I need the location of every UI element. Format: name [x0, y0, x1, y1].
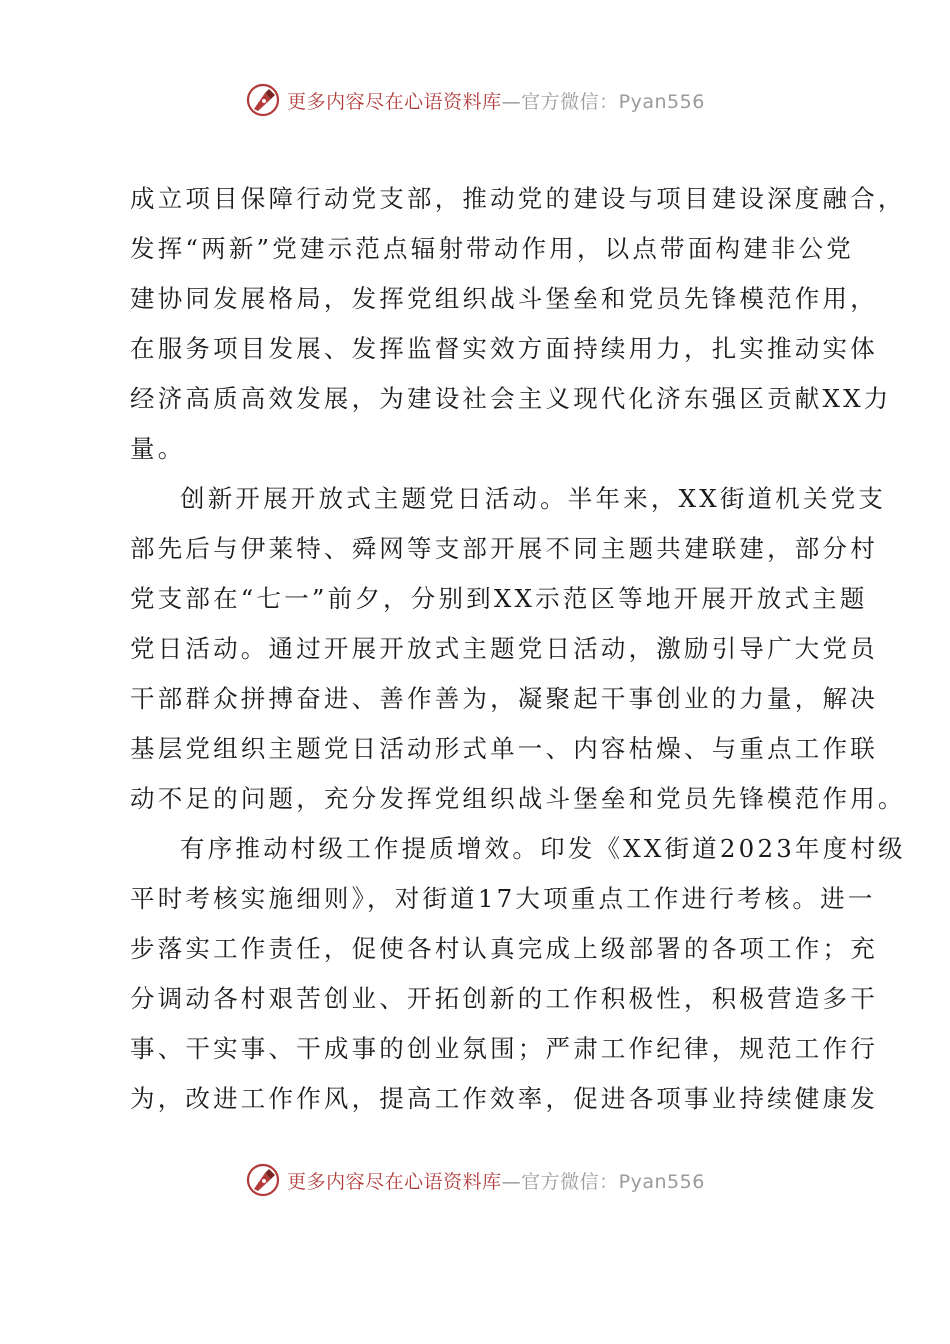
text-line: 量。: [130, 434, 186, 463]
footer-banner: [0, 1162, 950, 1198]
text-line: 事、干实事、干成事的创业氛围；严肃工作纪律，规范工作行: [130, 1034, 878, 1063]
text-line: 建协同发展格局，发挥党组织战斗堡垒和党员先锋模范作用，: [130, 284, 878, 313]
text-line: 创新开展开放式主题党日活动。半年来，XX街道机关党支: [180, 484, 887, 513]
document-body: [130, 174, 906, 1124]
text-line: 干部群众拼搏奋进、善作善为，凝聚起干事创业的力量，解决: [130, 684, 878, 713]
text-line: 分调动各村艰苦创业、开拓创新的工作积极性，积极营造多干: [130, 984, 878, 1013]
text-line: 党支部在“七一”前夕，分别到XX示范区等地开展开放式主题: [130, 584, 868, 613]
pen-nib-logo-icon: [245, 1162, 281, 1198]
text-line: 为，改进工作作风，提高工作效率，促进各项事业持续健康发: [130, 1084, 878, 1113]
paragraph-3: [130, 824, 906, 1124]
footer-brand: 更多内容尽在心语资料库: [287, 1170, 502, 1193]
text-line: 平时考核实施细则》，对街道17大项重点工作进行考核。进一: [130, 884, 876, 913]
text-line: 在服务项目发展、发挥监督实效方面持续用力，扎实推动实体: [130, 334, 878, 363]
text-line: 经济高质高效发展，为建设社会主义现代化济东强区贡献XX力: [130, 384, 892, 413]
text-line: 党日活动。通过开展开放式主题党日活动，激励引导广大党员: [130, 634, 878, 663]
text-line: 步落实工作责任，促使各村认真完成上级部署的各项工作；充: [130, 934, 878, 963]
header-brand: 更多内容尽在心语资料库: [287, 90, 502, 113]
text-line: 成立项目保障行动党支部，推动党的建设与项目建设深度融合，: [130, 184, 906, 213]
pen-nib-logo-icon: [245, 82, 281, 118]
paragraph-1: [130, 174, 906, 474]
header-contact: 官方微信：Pyan556: [521, 90, 705, 113]
text-line: 有序推动村级工作提质增效。印发《XX街道2023年度村级: [180, 834, 906, 863]
text-line: 基层党组织主题党日活动形式单一、内容枯燥、与重点工作联: [130, 734, 878, 763]
header-banner: [0, 82, 950, 118]
text-line: 部先后与伊莱特、舜网等支部开展不同主题共建联建，部分村: [130, 534, 878, 563]
header-dash: —: [501, 90, 522, 113]
footer-text: [287, 1167, 705, 1194]
footer-contact: 官方微信：Pyan556: [521, 1170, 705, 1193]
paragraph-2: [130, 474, 906, 824]
footer-dash: —: [501, 1170, 522, 1193]
text-line: 动不足的问题，充分发挥党组织战斗堡垒和党员先锋模范作用。: [130, 784, 906, 813]
text-line: 发挥“两新”党建示范点辐射带动作用，以点带面构建非公党: [130, 234, 854, 263]
header-text: [287, 87, 705, 114]
